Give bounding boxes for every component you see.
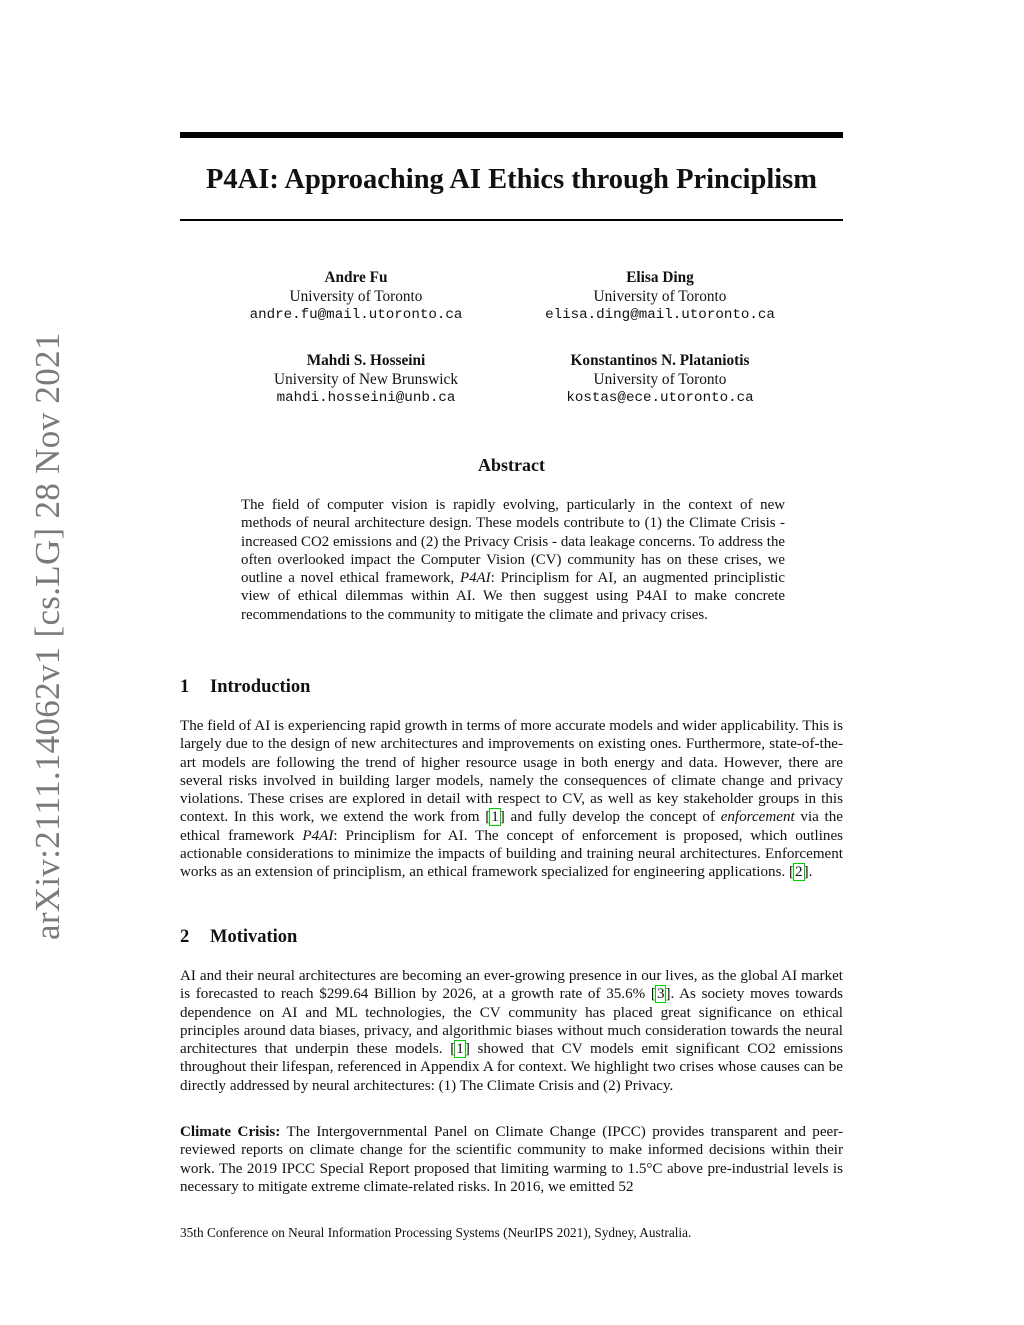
title-bottom-rule [180, 219, 843, 221]
citation-link[interactable]: 3 [656, 986, 665, 1003]
author-email: andre.fu@mail.utoronto.ca [249, 307, 463, 323]
framework-name: P4AI [460, 570, 491, 587]
author-email: elisa.ding@mail.utoronto.ca [545, 307, 775, 323]
citation-link[interactable]: 2 [795, 864, 803, 880]
climate-crisis-label: Climate Crisis: [180, 1124, 281, 1140]
abstract-heading: Abstract [478, 455, 545, 475]
author-block [196, 351, 536, 408]
section-title: Motivation [210, 927, 298, 947]
author-email: kostas@ece.utoronto.ca [566, 390, 754, 406]
conference-footnote: 35th Conference on Neural Information Processing Systems (NeurIPS 2021), Sydney, Australia. [180, 1225, 692, 1240]
author-name: Konstantinos N. Plataniotis [570, 352, 750, 369]
section-number: 1 [180, 677, 190, 697]
citation-link[interactable]: 1 [456, 1041, 464, 1057]
author-affiliation: University of New Brunswick [274, 371, 458, 388]
motivation-paragraph: AI and their neural architectures are becoming an ever-growing presence in our lives, as the global AI market is forecasted to reach $299.64 Billion by 2026, at a growth rate of 35.6% [3]. As society moves towards dependence on AI and ML technologies, the CV community has placed great significance on ethical principles around data biases, privacy, and algorithmic biases without much consideration towards the neural architectures that underpin these models. [1] showed that CV models emit significant CO2 emissions throughout their lifespan, referenced in Appendix A for context. We highlight two crises whose causes can be directly addressed by neural architectures: (1) The Climate Crisis and (2) Privacy. [180, 968, 844, 1094]
climate-crisis-paragraph: Climate Crisis: The Intergovernmental Panel on Climate Change (IPCC) provides transparent and peer-reviewed reports on climate change for the scientific community to make informed decisions within their work. The 2019 IPCC Special Report proposed that limiting warming to 1.5°C above pre-industrial levels is necessary to mitigate extreme climate-related risks. In 2016, we emitted 52 [180, 1124, 844, 1195]
author-affiliation: University of Toronto [593, 371, 727, 388]
title-top-rule [180, 132, 843, 138]
author-block [186, 268, 526, 325]
author-block [490, 351, 830, 408]
author-affiliation: University of Toronto [289, 288, 423, 305]
arxiv-side-stamp: arXiv:2111.14062v1 [cs.LG] 28 Nov 2021 [28, 332, 67, 940]
author-email: mahdi.hosseini@unb.ca [276, 390, 456, 406]
author-block [490, 268, 830, 325]
paper-title: P4AI: Approaching AI Ethics through Principlism [205, 164, 817, 195]
section-number: 2 [180, 927, 190, 947]
abstract-text: The field of computer vision is rapidly evolving, particularly in the context of new methods of neural architecture design. These models contribute to (1) the Climate Crisis - increased CO2 emissions and (2) the Privacy Crisis - data leakage concerns. To address the often overlooked impact the Computer Vision (CV) community has on these crises, we outline a novel ethical framework, P4AI: Principlism for AI, an augmented principlistic view of ethical dilemmas within AI. We then suggest using P4AI to make concrete recommendations to the community to mitigate the climate and privacy crises. [241, 497, 785, 623]
author-name: Elisa Ding [626, 269, 694, 286]
author-name: Mahdi S. Hosseini [306, 352, 426, 369]
section-heading-introduction [180, 675, 843, 699]
introduction-paragraph: The field of AI is experiencing rapid growth in terms of more accurate models and wider applicability. This is largely due to the design of new architectures and improvements on existing ones. Furthermore, state-of-the-art models are following the trend of higher resource usage in both energy and data. However, there are several risks involved in building larger models, namely the consequences of climate change and privacy violations. These crises are explored in detail with respect to CV, as well as key stakeholder groups in this context. In this work, we extend the work from [1] and fully develop the concept of enforcement via the ethical framework P4AI: Principlism for AI. The concept of enforcement is proposed, which outlines actionable considerations to minimize the impacts of building and training neural architectures. Enforcement works as an extension of principlism, an ethical framework specialized for engineering applications. [2]. [180, 718, 844, 880]
section-title: Introduction [210, 677, 311, 697]
author-name: Andre Fu [324, 269, 388, 286]
section-heading-motivation [180, 925, 843, 949]
citation-link[interactable]: 1 [491, 809, 499, 826]
author-affiliation: University of Toronto [593, 288, 727, 305]
